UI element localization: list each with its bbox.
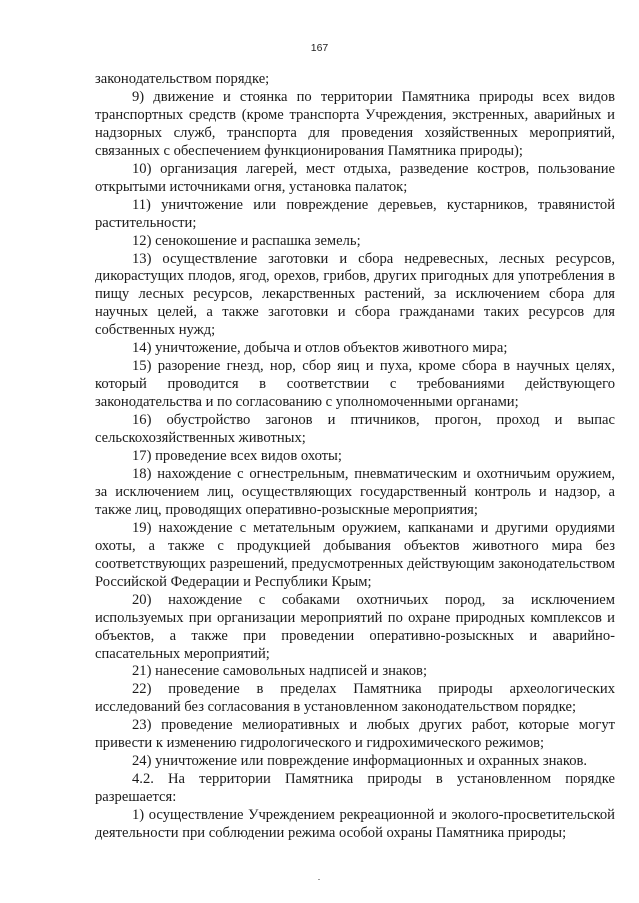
paragraph-continuation: законодательством порядке;	[95, 71, 270, 87]
document-body	[95, 71, 615, 843]
section-heading-4-2: 4.2. На территории Памятника природы в установленном порядке разрешается:	[95, 771, 615, 806]
list-item-19: 19) нахождение с метательным оружием, капканами и другими орудиями охоты, а также с продукцией добывания объектов животного мира без соответствующих разрешений, предусмотренных действующим законодательством Российской Федерации и Республики Крым;	[95, 519, 615, 590]
list-item-24: 24) уничтожение или повреждение информационных и охранных знаков.	[132, 753, 588, 770]
list-item-18: 18) нахождение с огнестрельным, пневматическим и охотничьим оружием, за исключением лиц, осуществляющих государственный контроль и надзор, а также лиц, проводящих оперативно-розыскные мероприятия;	[95, 465, 615, 518]
list-item-15: 15) разорение гнезд, нор, сбор яиц и пуха, кроме сбора в научных целях, который проводится в соответствии с требованиями действующего законодательства и по согласованию с уполномоченными органами;	[95, 358, 615, 411]
list-item-10: 10) организация лагерей, мест отдыха, разведение костров, пользование открытыми источниками огня, установка палаток;	[95, 160, 615, 195]
list-item-23: 23) проведение мелиоративных и любых других работ, которые могут привести к изменению гидрологического и гидрохимического режимов;	[95, 717, 615, 752]
scan-speck	[318, 879, 320, 880]
list-item-22: 22) проведение в пределах Памятника природы археологических исследований без согласования в установленном законодательством порядке;	[95, 681, 615, 716]
list-item-17: 17) проведение всех видов охоты;	[132, 448, 342, 465]
list-item-13: 13) осуществление заготовки и сбора недревесных, лесных ресурсов, дикорастущих плодов, ягод, орехов, грибов, других пригодных для употребления в пищу лесных ресурсов, лекарственных растений, за исключением сбора для научных целей, а также заготовки и сбора гражданами таких ресурсов для собственных нужд;	[95, 250, 615, 339]
list-item-9: 9) движение и стоянка по территории Памятника природы всех видов транспортных средств (кроме транспорта Учреждения, экстренных, аварийных и надзорных служб, транспорта для проведения хозяйственных мероприятий, связанных с обеспечением функционирования Памятника природы);	[95, 88, 615, 159]
list-item-20: 20) нахождение с собаками охотничьих пород, за исключением используемых при организации мероприятий по охране природных комплексов и объектов, а также при проведении оперативно-розыскных и аварийно-спасательных мероприятий;	[95, 591, 615, 662]
list-item-12: 12) сенокошение и распашка земель;	[132, 232, 361, 249]
list-item-14: 14) уничтожение, добыча и отлов объектов животного мира;	[132, 340, 508, 357]
list-item-21: 21) нанесение самовольных надписей и знаков;	[132, 663, 428, 680]
page-number: 167	[310, 42, 329, 54]
list-item-16: 16) обустройство загонов и птичников, прогон, проход и выпас сельскохозяйственных животных;	[95, 412, 615, 447]
allowed-item-1: 1) осуществление Учреждением рекреационной и эколого-просветительской деятельности при соблюдении режима особой охраны Памятника природы;	[95, 807, 615, 842]
list-item-11: 11) уничтожение или повреждение деревьев, кустарников, травянистой растительности;	[95, 196, 615, 231]
